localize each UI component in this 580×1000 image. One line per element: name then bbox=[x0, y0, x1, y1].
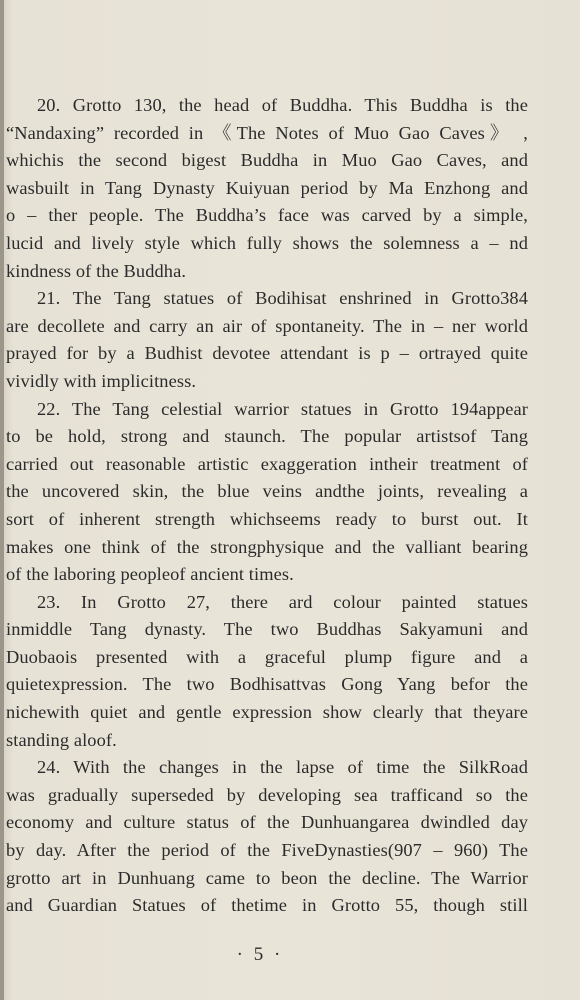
paragraph-22 bbox=[6, 396, 528, 589]
text-line: whichis the second bigest Buddha in Muo Gao Caves, and bbox=[6, 150, 528, 171]
text-line: the uncovered skin, the blue veins andthe joints, revealing a bbox=[6, 481, 528, 502]
paragraph-20 bbox=[6, 92, 528, 285]
text-line: are decollete and carry an air of spontaneity. The in – ner world bbox=[6, 315, 528, 336]
page-number: · 5 · bbox=[236, 944, 284, 965]
text-line: grotto art in Dunhuang came to beon the decline. The Warrior bbox=[6, 867, 528, 888]
text-line: sort of inherent strength whichseems ready to burst out. It bbox=[6, 508, 528, 529]
text-line: to be hold, strong and staunch. The popular artistsof Tang bbox=[6, 426, 528, 447]
paragraph-23 bbox=[6, 589, 528, 755]
paragraph-21 bbox=[6, 285, 528, 395]
binding-edge bbox=[0, 0, 4, 1000]
text-line: lucid and lively style which fully shows the solemness a – nd bbox=[6, 232, 528, 253]
text-line: inmiddle Tang dynasty. The two Buddhas Sakyamuni and bbox=[6, 619, 528, 640]
text-line: 24. With the changes in the lapse of time the SilkRoad bbox=[37, 757, 528, 778]
body-text bbox=[6, 92, 528, 920]
text-line: of the laboring peopleof ancient times. bbox=[6, 564, 294, 585]
text-line: was gradually superseded by developing sea trafficand so the bbox=[6, 784, 528, 805]
paragraph-24 bbox=[6, 754, 528, 920]
text-line: nichewith quiet and gentle expression show clearly that theyare bbox=[6, 702, 528, 723]
text-line: 23. In Grotto 27, there ard colour painted statues bbox=[37, 591, 528, 612]
text-line: quietexpression. The two Bodhisattvas Gong Yang befor the bbox=[6, 674, 528, 695]
text-line: o – ther people. The Buddha’s face was carved by a simple, bbox=[6, 205, 528, 226]
text-line: economy and culture status of the Dunhuangarea dwindled day bbox=[6, 812, 528, 833]
text-line: Duobaois presented with a graceful plump figure and a bbox=[6, 646, 528, 667]
text-line: “Nandaxing” recorded in 《The Notes of Muo Gao Caves》 , bbox=[6, 122, 528, 143]
text-line: carried out reasonable artistic exaggeration intheir treatment of bbox=[6, 453, 528, 474]
text-line: wasbuilt in Tang Dynasty Kuiyuan period by Ma Enzhong and bbox=[6, 177, 528, 198]
text-line: prayed for by a Budhist devotee attendant is p – ortrayed quite bbox=[6, 343, 528, 364]
text-line: by day. After the period of the FiveDynasties(907 – 960) The bbox=[6, 840, 528, 861]
text-line: 21. The Tang statues of Bodihisat enshrined in Grotto384 bbox=[37, 288, 528, 309]
text-line: and Guardian Statues of thetime in Grotto 55, though still bbox=[6, 895, 528, 916]
text-line: vividly with implicitness. bbox=[6, 370, 197, 391]
text-line: standing aloof. bbox=[6, 729, 117, 750]
text-line: 22. The Tang celestial warrior statues in Grotto 194appear bbox=[37, 398, 528, 419]
text-line: 20. Grotto 130, the head of Buddha. This Buddha is the bbox=[37, 95, 528, 115]
text-line: kindness of the Buddha. bbox=[6, 260, 187, 281]
text-line: makes one think of the strongphysique and the valliant bearing bbox=[6, 536, 528, 557]
